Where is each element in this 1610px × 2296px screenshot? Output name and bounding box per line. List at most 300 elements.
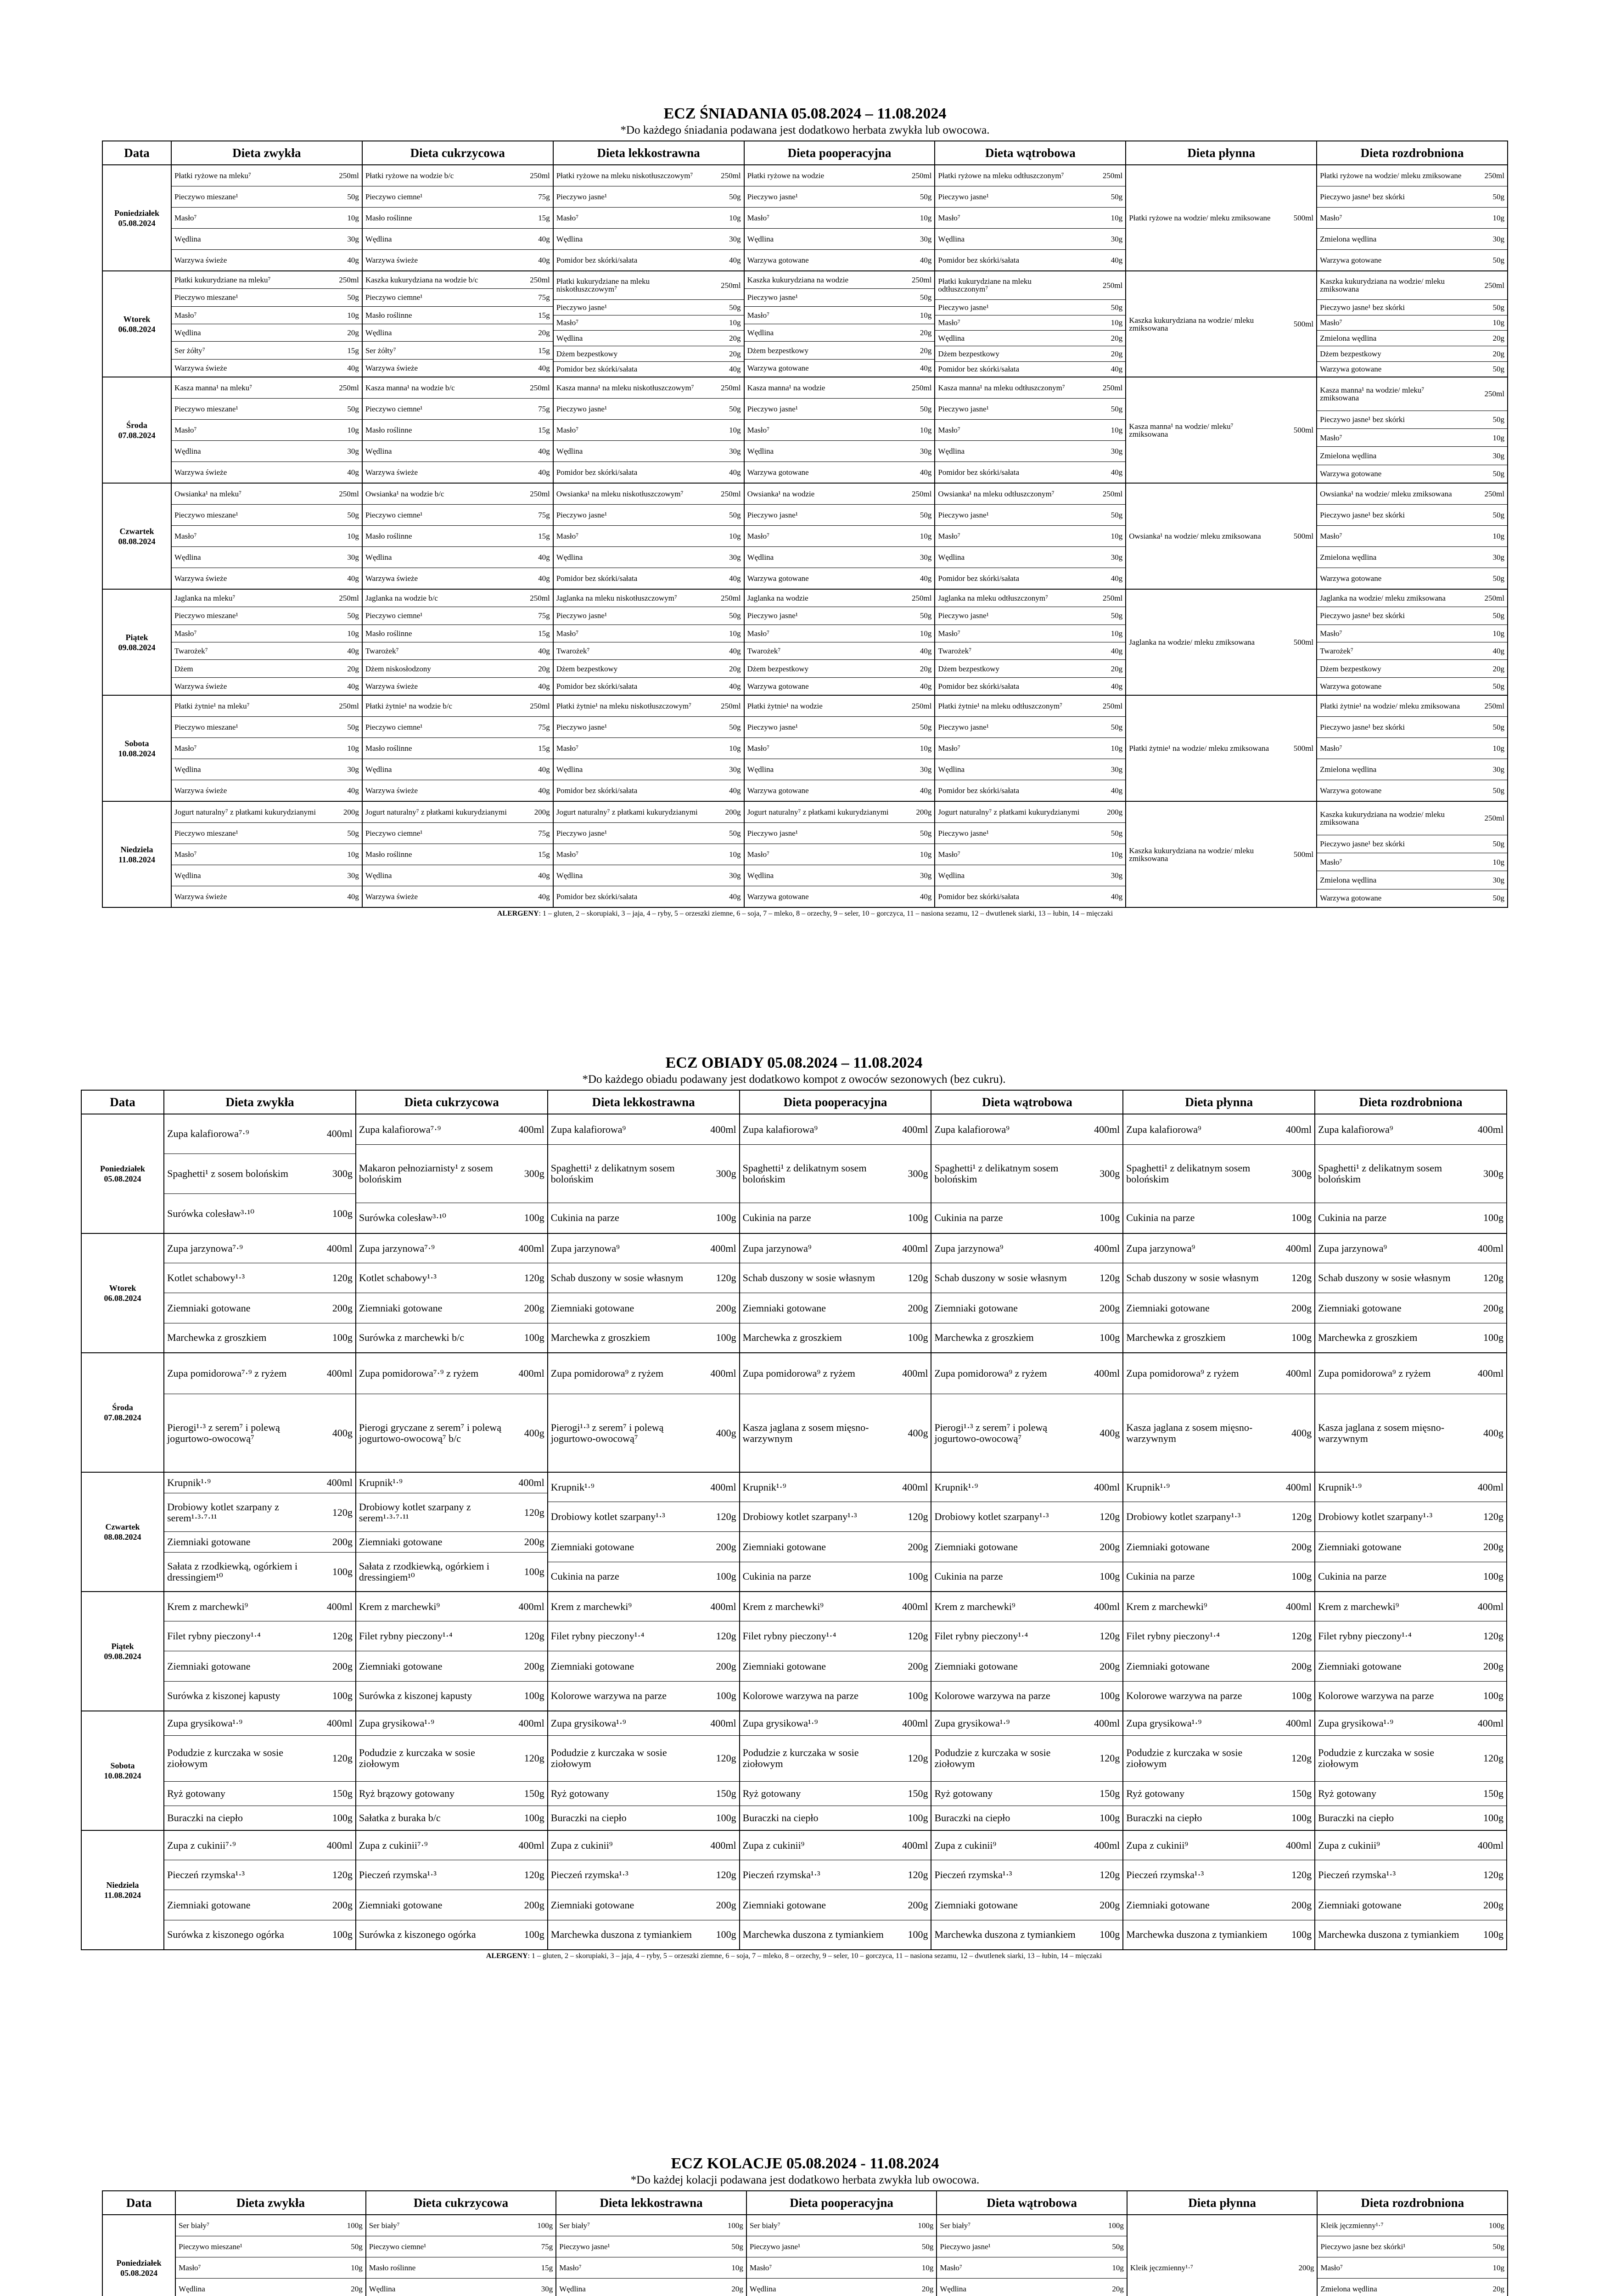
menu-item-name: Wędlina [363, 865, 513, 886]
diet-cell [931, 1592, 1123, 1711]
menu-item-portion: 10g [1468, 625, 1507, 642]
menu-item-name: Pieczeń rzymska¹·³ [1123, 1860, 1274, 1890]
menu-item-name: Masło⁷ [554, 207, 704, 228]
menu-item-portion: 40g [895, 359, 934, 377]
menu-item-portion: 120g [315, 1263, 355, 1293]
menu-item-portion: 50g [895, 398, 934, 419]
menu-items [747, 2215, 937, 2296]
menu-item-name: Zupa grysikowa¹·⁹ [1126, 1717, 1202, 1729]
menu-item-portion: 40g [704, 250, 743, 270]
menu-item-name: Masło⁷ [747, 2257, 897, 2278]
menu-item-name: Sałata z rzodkiewką, ogórkiem i dressingiem¹⁰ [164, 1553, 315, 1591]
menu-item-portion: 250ml [721, 594, 741, 602]
menu-item-portion: 40g [895, 462, 934, 483]
day-cell [81, 1592, 164, 1711]
menu-item [363, 342, 553, 359]
menu-item-name: Ser biały⁷ [749, 2221, 780, 2230]
menu-item-portion: 10g [895, 625, 934, 642]
menu-item-portion: 200g [725, 807, 741, 816]
menu-item-name: Owsianka¹ na wodzie b/c [365, 489, 444, 498]
menu-item-name: Ser żółty⁷ [363, 342, 513, 359]
menu-item-portion: 400ml [1285, 1242, 1312, 1254]
menu-item-portion: 30g [1086, 229, 1125, 250]
day-name: Niedziela [106, 1880, 139, 1890]
menu-item-portion: 200g [699, 1890, 739, 1920]
menu-item-portion: 200g [1083, 1293, 1122, 1323]
menu-items [745, 590, 935, 695]
menu-item [356, 1831, 547, 1860]
menu-item [1315, 1353, 1506, 1394]
menu-item-name: Surówka z marchewki b/c [356, 1323, 507, 1352]
menu-item-portion: 10g [1086, 737, 1125, 759]
menu-item-portion: 400ml [1285, 1839, 1312, 1851]
menu-item-portion: 250ml [1484, 489, 1504, 498]
menu-item [554, 361, 744, 377]
diet-cell [1317, 2215, 1508, 2296]
menu-item [1315, 1621, 1506, 1651]
menu-item-portion: 200g [507, 1890, 547, 1920]
menu-item-name: Dżem niskosłodzony [363, 660, 513, 677]
menu-item [1315, 1502, 1506, 1532]
menu-item-name: Masło⁷ [935, 737, 1085, 759]
menu-item [548, 1203, 739, 1233]
menu-item-portion: 100g [1466, 1681, 1506, 1711]
menu-item-portion: 200g [891, 1293, 931, 1323]
menu-item [363, 759, 553, 780]
menu-item-portion: 400ml [518, 1717, 544, 1729]
menu-item-portion: 50g [704, 398, 743, 419]
menu-item-name: Buraczki na ciepło [548, 1806, 699, 1830]
menu-item-name: Pieczywo jasne¹ [745, 716, 895, 737]
menu-item-name: Surówka z kiszonej kapusty [164, 1681, 315, 1711]
menu-item-name: Pierogi¹·³ z serem⁷ i polewą jogurtowo-owocową⁷ [931, 1394, 1083, 1472]
day-name: Poniedziałek [116, 2258, 162, 2268]
menu-item-name: Wędlina [745, 759, 895, 780]
menu-item-portion: 400ml [902, 1242, 928, 1254]
menu-item-name: Drobiowy kotlet szarpany z serem¹·³·⁷·¹¹ [356, 1493, 507, 1532]
diet-cell [548, 1114, 740, 1233]
menu-item [935, 207, 1125, 228]
menu-item-name: Warzywa gotowane [745, 677, 895, 695]
menu-item-portion: 300g [315, 1154, 355, 1193]
diet-cell [1123, 1830, 1315, 1950]
menu-item [548, 1394, 739, 1472]
menu-item [554, 346, 744, 361]
diet-cell [1317, 589, 1508, 695]
menu-item-portion: 40g [513, 759, 552, 780]
menu-item-name: Jaglanka na wodzie b/c [365, 594, 438, 602]
diet-cell [931, 1711, 1123, 1830]
menu-item-name: Zmielona wędlina [1317, 331, 1467, 346]
menu-item [1126, 484, 1316, 589]
menu-items [1318, 2215, 1507, 2296]
breakfast-subtitle: *Do każdego śniadania podawana jest dodatkowo herbata zwykła lub owocowa. [620, 124, 990, 136]
menu-item-name: Masło roślinne [363, 844, 513, 865]
menu-item-name: Pieczywo ciemne¹ [363, 607, 513, 625]
menu-item [172, 229, 362, 250]
menu-item [164, 1394, 355, 1472]
menu-item [935, 696, 1125, 716]
menu-item-name: Warzywa gotowane [745, 250, 895, 270]
menu-item-portion: 120g [1274, 1502, 1314, 1532]
menu-item [935, 315, 1125, 331]
menu-item-portion: 250ml [1102, 281, 1123, 290]
menu-item-name: Zmielona wędlina [1317, 229, 1467, 250]
menu-item-portion: 250ml [530, 489, 550, 498]
diet-cell [553, 483, 744, 589]
menu-item [548, 1831, 739, 1860]
supper-body [102, 2215, 1508, 2296]
menu-item-name: Kasza manna¹ na wodzie [747, 383, 825, 392]
menu-item [172, 165, 362, 186]
menu-item-portion: 20g [322, 324, 361, 341]
day-row [102, 377, 1508, 483]
menu-item-portion: 120g [891, 1502, 931, 1532]
menu-item [745, 525, 935, 546]
menu-item-name: Pieczywo jasne¹ bez skórki [1317, 299, 1467, 315]
menu-item [548, 1562, 739, 1591]
menu-item-name: Zupa kalafiorowa⁹ [934, 1123, 1010, 1135]
menu-item-name: Ziemniaki gotowane [164, 1293, 315, 1323]
menu-item [747, 2279, 937, 2296]
menu-item-portion: 10g [704, 525, 743, 546]
menu-item-portion: 10g [895, 306, 934, 324]
menu-item [935, 525, 1125, 546]
menu-item [363, 289, 553, 306]
menu-item-portion: 250ml [1102, 383, 1123, 392]
menu-items [356, 1353, 547, 1472]
breakfast-header-row [102, 141, 1508, 165]
menu-item-portion: 100g [537, 2221, 553, 2230]
menu-item-name: Owsianka¹ na mleku⁷ [174, 489, 242, 498]
menu-item-name: Jaglanka na wodzie/ mleku zmiksowana [1320, 594, 1446, 602]
menu-item-name: Masło roślinne [363, 419, 513, 440]
menu-item-name: Warzywa świeże [172, 568, 322, 589]
menu-item [176, 2257, 365, 2278]
day-cell [102, 271, 171, 377]
menu-item [554, 737, 744, 759]
menu-item [172, 271, 362, 289]
day-row [102, 801, 1508, 907]
day-cell [81, 1711, 164, 1830]
menu-item-portion: 15g [513, 525, 552, 546]
menu-item-portion: 40g [322, 642, 361, 659]
menu-item [740, 1263, 931, 1293]
menu-item-name: Płatki ryżowe na wodzie/ mleku zmiksowane [1129, 214, 1271, 222]
menu-item-portion: 10g [322, 844, 361, 865]
menu-items [164, 1473, 355, 1591]
menu-item-portion: 100g [1466, 1562, 1506, 1591]
menu-item [935, 590, 1125, 607]
menu-items [931, 1353, 1122, 1472]
diet-cell [164, 1233, 356, 1353]
menu-item [937, 2279, 1127, 2296]
menu-item-portion: 400ml [710, 1123, 736, 1135]
menu-items [745, 484, 935, 589]
diet-cell [362, 589, 553, 695]
menu-item-portion: 400ml [1094, 1839, 1120, 1851]
menu-item-portion: 250ml [530, 594, 550, 602]
menu-item [740, 1562, 931, 1591]
menu-item-portion: 120g [1466, 1263, 1506, 1293]
menu-item-portion: 120g [1083, 1502, 1122, 1532]
menu-item-portion: 120g [891, 1263, 931, 1293]
menu-item-name: Owsianka¹ na wodzie [747, 489, 815, 498]
menu-item-portion: 20g [704, 346, 743, 361]
day-date: 11.08.2024 [104, 1891, 141, 1900]
menu-item-portion: 100g [507, 1681, 547, 1711]
menu-item-portion: 20g [704, 331, 743, 346]
menu-item-portion: 250ml [911, 276, 932, 284]
menu-item [172, 484, 362, 504]
menu-item-name: Ryż gotowany [1123, 1782, 1274, 1806]
menu-item [548, 1735, 739, 1781]
menu-item-name: Pieczywo ciemne¹ [363, 822, 513, 844]
menu-item-portion: 200g [1083, 1890, 1122, 1920]
lunch-table [81, 1090, 1507, 1950]
menu-item-portion: 120g [1274, 1860, 1314, 1890]
menu-item-name: Płatki ryżowe na mleku⁷ [174, 171, 251, 180]
day-row [81, 1472, 1507, 1592]
menu-item-portion: 250ml [721, 701, 741, 710]
menu-item [363, 568, 553, 589]
menu-item-name: Pieczywo jasne¹ [745, 186, 895, 207]
menu-items [1315, 1473, 1506, 1591]
menu-item-portion: 50g [325, 2236, 365, 2257]
menu-items [1123, 1473, 1314, 1591]
menu-item-portion: 40g [895, 677, 934, 695]
menu-item [1317, 525, 1507, 546]
menu-item [745, 822, 935, 844]
breakfast-section [102, 105, 1508, 918]
menu-item [740, 1860, 931, 1890]
menu-item-portion: 400g [891, 1394, 931, 1472]
column-header-diet: Dieta zwykła [171, 141, 362, 165]
menu-item [172, 547, 362, 568]
diet-cell [1126, 695, 1317, 801]
menu-item [931, 1353, 1122, 1394]
menu-item-name: Masło⁷ [1317, 429, 1467, 447]
menu-item-portion: 250ml [1102, 489, 1123, 498]
menu-item [931, 1502, 1122, 1532]
menu-item [935, 346, 1125, 361]
menu-item-name: Zupa jarzynowa⁹ [934, 1242, 1004, 1254]
column-header-diet: Dieta płynna [1127, 2191, 1318, 2215]
menu-item-portion: 120g [1083, 1263, 1122, 1293]
menu-item-name: Kaszka kukurydziana na wodzie/ mleku zmiksowana [1129, 315, 1254, 332]
menu-item-name: Warzywa świeże [363, 359, 513, 377]
menu-item-portion: 250ml [1102, 594, 1123, 602]
menu-item-name: Masło⁷ [554, 419, 704, 440]
menu-item [1123, 1592, 1314, 1621]
menu-item-portion: 20g [513, 660, 552, 677]
menu-item-portion: 75g [516, 2236, 555, 2257]
menu-item-portion: 200g [1083, 1651, 1122, 1681]
menu-item-portion: 250ml [1102, 701, 1123, 710]
menu-item [548, 1353, 739, 1394]
diet-cell [356, 1233, 548, 1353]
diet-cell [744, 271, 935, 377]
menu-item-name: Kaszka kukurydziana na wodzie b/c [365, 276, 478, 284]
menu-items [366, 2215, 556, 2296]
menu-item [172, 886, 362, 907]
menu-item-name: Pieczywo jasne¹ [554, 299, 704, 315]
menu-item-portion: 100g [1274, 1920, 1314, 1949]
menu-item-name: Zupa jarzynowa⁷·⁹ [359, 1242, 435, 1254]
menu-item-name: Pieczywo mieszane¹ [176, 2236, 325, 2257]
menu-item-portion: 200g [343, 807, 359, 816]
diet-cell [1315, 1472, 1507, 1592]
menu-items [556, 2215, 746, 2296]
menu-item [1317, 504, 1507, 525]
menu-item-portion: 100g [891, 1806, 931, 1830]
menu-item-name: Cukinia na parze [931, 1203, 1083, 1233]
menu-item-portion: 100g [699, 1920, 739, 1949]
day-name: Czwartek [105, 1522, 140, 1531]
menu-item-name: Płatki ryżowe na wodzie/ mleku zmiksowane [1320, 171, 1462, 180]
menu-item [740, 1651, 931, 1681]
day-cell [81, 1233, 164, 1353]
menu-item-name: Pieczywo mieszane¹ [172, 398, 322, 419]
menu-item-portion: 200g [916, 807, 932, 816]
menu-item [1126, 165, 1316, 270]
menu-item [164, 1920, 355, 1949]
menu-item-portion: 250ml [721, 281, 741, 290]
day-name: Niedziela [120, 844, 153, 854]
menu-item [172, 737, 362, 759]
menu-item-name: Zupa z cukinii⁹ [1126, 1839, 1189, 1851]
day-row [81, 1353, 1507, 1472]
diet-cell [553, 801, 744, 907]
diet-cell [548, 1233, 740, 1353]
menu-item [1315, 1681, 1506, 1711]
diet-cell [1315, 1592, 1507, 1711]
menu-item [172, 504, 362, 525]
menu-item [363, 737, 553, 759]
menu-item [356, 1711, 547, 1735]
allergens-text: : 1 – gluten, 2 – skorupiaki, 3 – jaja, 4 – ryby, 5 – orzeszki ziemne, 6 – soja, 7 – mleko, 8 – orzechy, 9 – seler, 10 – gorczyca, 11 – nasiona sezamu, 12 – dwutlenek siarki, 13 – łubin, 14 – mięczaki [527, 1952, 1102, 1960]
day-row [81, 1233, 1507, 1353]
menu-item-name: Zupa pomidorowa⁹ z ryżem [550, 1367, 664, 1379]
menu-item-name: Masło⁷ [745, 625, 895, 642]
menu-item-portion: 120g [891, 1860, 931, 1890]
menu-item-portion: 40g [322, 462, 361, 483]
menu-item [164, 1890, 355, 1920]
menu-item [931, 1203, 1122, 1233]
menu-items [1317, 802, 1507, 907]
menu-item [172, 377, 362, 398]
menu-item-name: Pierogi gryczane z serem⁷ i polewą jogurtowo-owocową⁷ b/c [356, 1394, 507, 1472]
diet-cell [362, 271, 553, 377]
menu-item-portion: 10g [704, 625, 743, 642]
menu-item-portion: 100g [1274, 1806, 1314, 1830]
menu-item [548, 1114, 739, 1145]
menu-item [1317, 165, 1507, 186]
menu-item-name: Dżem [172, 660, 322, 677]
menu-item-name: Warzywa świeże [172, 677, 322, 695]
menu-items [164, 1831, 355, 1949]
menu-item-name: Zmielona wędlina [1317, 871, 1467, 889]
menu-items [363, 802, 553, 907]
menu-item [172, 419, 362, 440]
menu-item [745, 696, 935, 716]
menu-item-name: Ser żółty⁷ [172, 342, 322, 359]
menu-item-portion: 40g [895, 886, 934, 907]
menu-item-name: Pieczywo jasne¹ [747, 2236, 897, 2257]
menu-item-name: Zupa z cukinii⁹ [550, 1839, 613, 1851]
menu-item [356, 1651, 547, 1681]
diet-cell [744, 165, 935, 271]
menu-item [935, 677, 1125, 695]
menu-item-portion: 10g [322, 419, 361, 440]
menu-item [1318, 2236, 1507, 2257]
menu-items [745, 165, 935, 270]
menu-item [554, 822, 744, 844]
diet-cell [740, 1830, 931, 1950]
menu-item [740, 1735, 931, 1781]
menu-item-portion: 100g [699, 1806, 739, 1830]
menu-item-name: Wędlina [172, 441, 322, 462]
menu-item-portion: 400ml [1477, 1242, 1503, 1254]
menu-item-name: Kolorowe warzywa na parze [1315, 1681, 1466, 1711]
menu-item-name: Cukinia na parze [1123, 1562, 1274, 1591]
menu-item-name: Pieczywo mieszane¹ [172, 186, 322, 207]
menu-item-portion: 200g [315, 1890, 355, 1920]
menu-item-portion: 150g [1083, 1782, 1122, 1806]
menu-item [935, 419, 1125, 440]
menu-item-portion: 250ml [911, 383, 932, 392]
menu-item [1315, 1831, 1506, 1860]
menu-item-portion: 400ml [326, 1242, 353, 1254]
menu-item [1317, 802, 1507, 835]
menu-item [740, 1890, 931, 1920]
menu-item-portion: 250ml [1484, 594, 1504, 602]
menu-item [1123, 1145, 1314, 1203]
menu-item-name: Wędlina [556, 2279, 706, 2296]
menu-item-name: Zmielona wędlina [1317, 547, 1467, 568]
menu-item-portion: 200g [1274, 1293, 1314, 1323]
menu-item [1123, 1203, 1314, 1233]
diet-cell [1315, 1711, 1507, 1830]
diet-cell [356, 1830, 548, 1950]
menu-item-portion: 400ml [902, 1717, 928, 1729]
menu-item-name: Kasza manna¹ na wodzie/ mleku⁷ zmiksowana [1320, 385, 1425, 402]
menu-item-name: Zupa z cukinii⁹ [742, 1839, 805, 1851]
menu-item-portion: 400ml [326, 1367, 353, 1379]
menu-item [363, 207, 553, 228]
menu-item-portion: 120g [699, 1621, 739, 1651]
menu-item-name: Wędlina [554, 229, 704, 250]
menu-item-name: Podudzie z kurczaka w sosie ziołowym [1123, 1735, 1274, 1781]
menu-item-name: Płatki żytnie¹ na wodzie b/c [365, 701, 453, 710]
menu-item [172, 568, 362, 589]
menu-item-name: Warzywa świeże [172, 780, 322, 801]
breakfast-table [102, 141, 1508, 908]
menu-item-portion: 50g [1468, 716, 1507, 737]
menu-item-name: Warzywa gotowane [745, 359, 895, 377]
menu-item-portion: 100g [315, 1323, 355, 1352]
menu-items [164, 1592, 355, 1711]
menu-item-name: Zupa grysikowa¹·⁹ [934, 1717, 1010, 1729]
day-name: Środa [112, 1403, 133, 1412]
menu-item-name: Pieczywo ciemne¹ [363, 289, 513, 306]
menu-item [554, 568, 744, 589]
column-header-date: Data [102, 2191, 175, 2215]
menu-item-name: Filet rybny pieczony¹·⁴ [931, 1621, 1083, 1651]
menu-item-name: Masło roślinne [363, 306, 513, 324]
menu-item-name: Filet rybny pieczony¹·⁴ [740, 1621, 891, 1651]
diet-cell [362, 483, 553, 589]
